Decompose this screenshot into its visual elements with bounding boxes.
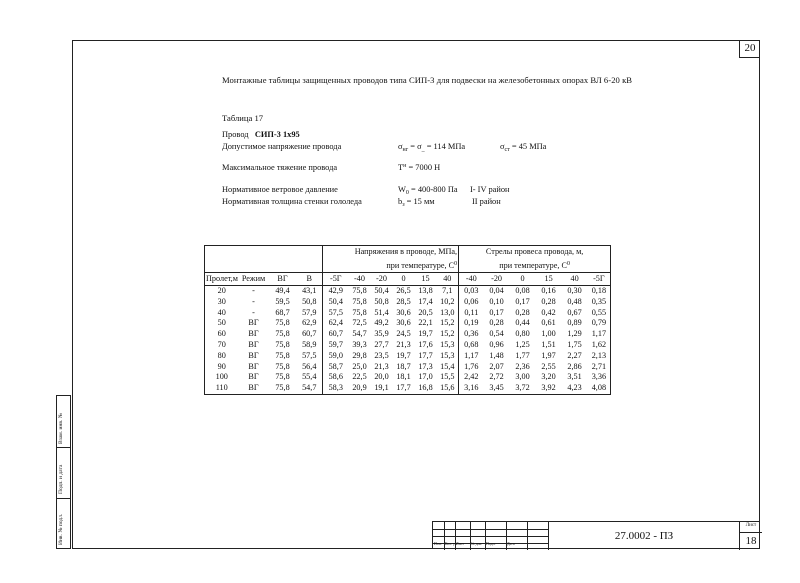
stamp-inv-original: Инв. № подл. [58, 513, 64, 545]
table-cell: 20,0 [374, 372, 389, 382]
table-cell: 1,51 [541, 339, 556, 349]
table-cell: ВГ [239, 383, 269, 394]
table-cell: 2,36 [515, 361, 530, 371]
column-header: -5Г [588, 273, 611, 286]
title-block-label: Подп. [486, 542, 496, 546]
table-cell: 28,5 [396, 296, 411, 306]
table-cell: 4,08 [588, 383, 611, 394]
table-cell: 18,1 [396, 372, 411, 382]
column-header: -40 [349, 273, 371, 286]
table-cell: 2,42 [459, 372, 484, 383]
table-cell: 42,9 [323, 286, 349, 297]
table-cell: 0,89 [567, 318, 582, 328]
table-cell: 30 [205, 297, 239, 308]
table-cell: 50,8 [302, 296, 317, 306]
column-header: Режим [239, 273, 269, 286]
table-cell: 75,8 [275, 329, 290, 339]
table-cell: 50,4 [374, 286, 389, 295]
table-cell: 0,44 [515, 318, 530, 328]
sheet-cell [739, 522, 761, 550]
table-cell: 0,35 [588, 297, 611, 308]
ice-region: II район [472, 197, 501, 206]
table-row [205, 297, 611, 308]
table-cell: 26,5 [396, 286, 411, 295]
table-cell: 0,48 [567, 296, 582, 306]
table-cell: 75,8 [352, 286, 367, 295]
document-header: Монтажные таблицы защищенных проводов типа СИП-3 для подвески на железобетонных опорах ВЛ 6-20 кВ [222, 75, 633, 85]
table-cell: 1,25 [515, 339, 530, 349]
table-cell: 0,28 [515, 307, 530, 317]
table-cell: 17,7 [418, 350, 433, 360]
table-cell: 4,23 [562, 383, 588, 394]
table-cell: 75,8 [352, 307, 367, 317]
table-cell: 3,45 [484, 383, 510, 394]
table-cell: 0,79 [588, 318, 611, 329]
table-cell: 0,18 [588, 286, 611, 297]
column-header: 0 [393, 273, 415, 286]
table-cell: 54,7 [352, 329, 367, 339]
stress-group-header: Напряжения в проводе, МПа, [323, 246, 459, 259]
table-cell: 0,80 [515, 329, 530, 339]
column-header: -40 [459, 273, 484, 286]
table-cell: 24,5 [396, 329, 411, 339]
title-grid-line [433, 536, 548, 537]
column-header: -5Г [323, 273, 349, 286]
table-cell: 2,27 [567, 350, 582, 360]
table-cell: 3,16 [459, 383, 484, 394]
table-cell: ВГ [248, 329, 259, 339]
table-cell: 75,8 [275, 372, 290, 382]
table-cell: 3,20 [541, 372, 556, 382]
table-cell: 10,2 [440, 296, 455, 306]
table-cell: 75,8 [352, 296, 367, 306]
title-grid-line [433, 529, 548, 530]
table-cell: 0,28 [541, 296, 556, 306]
table-cell: 1,48 [489, 350, 504, 360]
allowed-stress-label: Допустимое напряжение провода [222, 142, 342, 151]
table-row [205, 351, 611, 362]
table-cell: 17,4 [418, 296, 433, 306]
table-cell: 0,42 [541, 307, 556, 317]
mounting-table [204, 245, 611, 395]
sheet-number: 18 [740, 532, 762, 550]
table-cell: 0,06 [459, 297, 484, 308]
table-cell: 49,4 [275, 286, 290, 295]
table-cell: 0,17 [515, 296, 530, 306]
table-cell: 17,7 [393, 383, 415, 394]
table-cell: 68,7 [275, 307, 290, 317]
sheet-label: Лист [745, 523, 757, 528]
table-cell: 0,68 [459, 340, 484, 351]
table-cell: 25,0 [352, 361, 367, 371]
table-cell: - [252, 307, 255, 317]
wire-label: Провод [222, 130, 249, 139]
table-cell: 18,7 [396, 361, 411, 371]
title-block-label: Дата [507, 542, 515, 546]
table-cell: 57,5 [302, 350, 317, 360]
table-row [205, 340, 611, 351]
table-cell: 40 [205, 308, 239, 319]
table-cell: 13,8 [418, 286, 433, 295]
table-cell: 0,03 [459, 286, 484, 297]
table-row [205, 286, 611, 297]
table-cell: 2,71 [588, 362, 611, 373]
table-cell: 15,4 [440, 361, 455, 371]
column-header: -20 [484, 273, 510, 286]
table-cell: 27,7 [374, 339, 389, 349]
table-cell: 58,9 [302, 339, 317, 349]
column-header: 15 [536, 273, 562, 286]
table-cell: 60 [205, 329, 239, 340]
ice-value: $b_з = 15$ мм [398, 197, 435, 208]
table-cell: 29,8 [352, 350, 367, 360]
table-cell: 21,3 [396, 339, 411, 349]
allowed-stress-avg: $\sigma_{ст} = 45$ МПа [500, 142, 547, 153]
table-cell: 56,4 [302, 361, 317, 371]
corner-page-number: 20 [739, 40, 760, 58]
table-cell: 50,4 [323, 297, 349, 308]
table-cell: 15,6 [437, 383, 459, 394]
title-block-label: Кол. уч [445, 542, 457, 546]
table-cell: 55,4 [302, 372, 317, 382]
table-cell: 58,6 [323, 372, 349, 383]
table-cell: ВГ [248, 350, 259, 360]
table-cell: 0,28 [489, 318, 504, 328]
table-cell: 70 [205, 340, 239, 351]
table-cell: 3,51 [567, 372, 582, 382]
table-cell: 59,0 [323, 351, 349, 362]
table-cell: 17,6 [418, 339, 433, 349]
table-cell: 23,5 [374, 350, 389, 360]
table-cell: 51,4 [374, 307, 389, 317]
table-cell: 1,97 [541, 350, 556, 360]
table-cell: 2,13 [588, 351, 611, 362]
table-cell: 19,7 [418, 329, 433, 339]
left-approval-stamp [56, 395, 71, 549]
column-header: 0 [510, 273, 536, 286]
table-cell: 15,5 [440, 372, 455, 382]
table-cell: 1,17 [588, 329, 611, 340]
table-cell: 100 [205, 372, 239, 383]
table-cell: 54,7 [297, 383, 323, 394]
column-header: Пролет,м [205, 273, 239, 286]
table-cell: 1,62 [588, 340, 611, 351]
table-cell: 2,72 [489, 372, 504, 382]
table-cell: 62,9 [302, 318, 317, 328]
table-cell: 43,1 [302, 286, 317, 295]
table-cell: 3,36 [588, 372, 611, 383]
stress-group-subheader: при температуре, $С^0$ [323, 258, 459, 273]
table-cell: 59,7 [323, 340, 349, 351]
table-row [205, 362, 611, 373]
table-row [205, 329, 611, 340]
table-cell: 0,04 [489, 286, 504, 295]
table-cell: 22,1 [418, 318, 433, 328]
wind-label: Нормативное ветровое давление [222, 185, 338, 194]
table-cell: 0,11 [459, 308, 484, 319]
table-cell: 75,8 [275, 361, 290, 371]
wind-value: $W_0 = 400-800$ Па [398, 185, 458, 196]
sag-group-header: Стрелы провеса провода, м, [459, 246, 611, 259]
table-cell: 20 [205, 286, 239, 297]
table-cell: 75,8 [275, 318, 290, 328]
wind-region: I- IV район [470, 185, 510, 194]
document-code: 27.0002 - ПЗ [548, 522, 739, 550]
table-cell: 75,8 [275, 339, 290, 349]
table-cell: ВГ [248, 318, 259, 328]
table-number: Таблица 17 [222, 113, 264, 123]
table-cell: 0,08 [515, 286, 530, 295]
table-row [205, 383, 611, 394]
table-cell: ВГ [248, 361, 259, 371]
table-row [205, 308, 611, 319]
table-cell: ВГ [248, 339, 259, 349]
table-cell: 15,3 [440, 350, 455, 360]
table-cell: 75,8 [269, 383, 297, 394]
table-cell: 90 [205, 362, 239, 373]
table-cell: 19,1 [371, 383, 393, 394]
table-cell: 20,5 [418, 307, 433, 317]
table-cell: 35,9 [374, 329, 389, 339]
column-header: 40 [562, 273, 588, 286]
table-cell: 80 [205, 351, 239, 362]
title-block-label: Изм. [434, 542, 442, 546]
table-cell: 60,7 [302, 329, 317, 339]
column-header: ВГ [269, 273, 297, 286]
allowed-stress-value: $\sigma_{нг} = \sigma_{\_} = 114$ МПа [398, 142, 466, 153]
column-header: -20 [371, 273, 393, 286]
table-cell: 7,1 [442, 286, 453, 295]
table-cell: 1,75 [567, 339, 582, 349]
table-cell: 58,7 [323, 362, 349, 373]
table-cell: 110 [205, 383, 239, 394]
table-cell: 3,92 [536, 383, 562, 394]
table-row [205, 372, 611, 383]
table-cell: 75,8 [275, 350, 290, 360]
table-cell: 1,00 [541, 329, 556, 339]
max-tension-value: $T^н = 7000$ Н [398, 163, 441, 172]
table-cell: 1,29 [567, 329, 582, 339]
stamp-sign-date: Подп. и дата [58, 464, 64, 494]
table-cell: 15,3 [440, 339, 455, 349]
table-cell: 57,5 [323, 308, 349, 319]
table-cell: 30,6 [396, 307, 411, 317]
table-cell: 13,0 [440, 307, 455, 317]
table-cell: 1,17 [459, 351, 484, 362]
stamp-replacement-inv: Взам. инв. № [58, 413, 64, 444]
table-cell: 57,9 [302, 307, 317, 317]
table-cell: 22,5 [352, 372, 367, 382]
table-cell: 50,8 [374, 296, 389, 306]
wire-value: СИП-3 1х95 [254, 130, 300, 139]
table-cell: 0,55 [588, 308, 611, 319]
table-cell: 49,2 [374, 318, 389, 328]
table-cell: 72,5 [352, 318, 367, 328]
column-header: В [297, 273, 323, 286]
table-cell: 1,76 [459, 362, 484, 373]
ice-label: Нормативная толщина стенки гололеда [222, 197, 362, 206]
column-header: 40 [437, 273, 459, 286]
table-cell: 62,4 [323, 318, 349, 329]
table-cell: 60,7 [323, 329, 349, 340]
table-cell: 15,2 [440, 318, 455, 328]
table-cell: 0,17 [489, 307, 504, 317]
table-cell: 0,10 [489, 296, 504, 306]
table-cell: - [252, 286, 255, 295]
table-cell: 1,77 [515, 350, 530, 360]
table-cell: 50 [205, 318, 239, 329]
table-cell: 30,6 [396, 318, 411, 328]
table-cell: 16,8 [415, 383, 437, 394]
table-cell: 2,55 [541, 361, 556, 371]
table-cell: 2,86 [567, 361, 582, 371]
sag-group-subheader: при температуре, $С^0$ [459, 258, 611, 273]
table-cell: 0,96 [489, 339, 504, 349]
table-cell: 17,3 [418, 361, 433, 371]
table-cell: 0,16 [541, 286, 556, 295]
title-block [432, 521, 760, 549]
table-cell: 0,36 [459, 329, 484, 340]
table-cell: 58,3 [323, 383, 349, 394]
table-row [205, 318, 611, 329]
table-cell: 2,07 [489, 361, 504, 371]
table-cell: 15,2 [440, 329, 455, 339]
table-cell: 0,54 [489, 329, 504, 339]
table-cell: 59,5 [275, 296, 290, 306]
title-block-label: № док. [471, 542, 483, 546]
table-cell: 39,3 [352, 339, 367, 349]
table-cell: 20,9 [349, 383, 371, 394]
table-cell: 0,19 [459, 318, 484, 329]
table-cell: 3,00 [515, 372, 530, 382]
title-block-label: Лист [456, 542, 464, 546]
table-cell: 3,72 [510, 383, 536, 394]
table-cell: ВГ [248, 372, 259, 382]
max-tension-label: Максимальное тяжение провода [222, 163, 338, 172]
table-cell: 19,7 [396, 350, 411, 360]
column-header: 15 [415, 273, 437, 286]
table-cell: 21,3 [374, 361, 389, 371]
table-cell: 0,67 [567, 307, 582, 317]
table-cell: 0,30 [567, 286, 582, 295]
table-cell: - [252, 296, 255, 306]
table-cell: 0,61 [541, 318, 556, 328]
table-cell: 17,0 [418, 372, 433, 382]
